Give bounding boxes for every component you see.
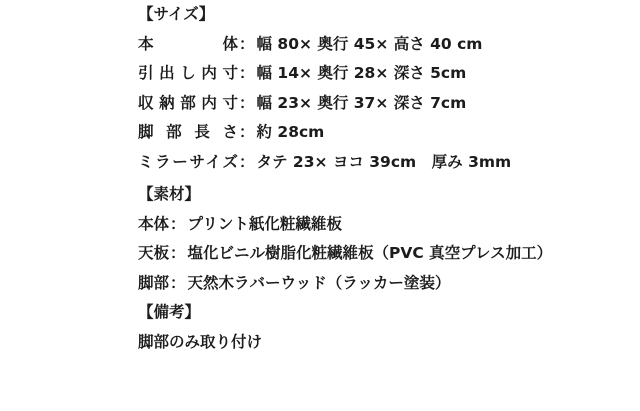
row-colon: ： <box>170 214 186 233</box>
spec-row-leg-length <box>138 118 620 148</box>
row-colon: ： <box>239 152 255 171</box>
row-label: 本体 <box>138 34 238 53</box>
row-label: 引出し内寸 <box>138 64 238 82</box>
row-value: 幅 14× 奥行 28× 深さ 5cm <box>256 64 467 82</box>
row-value: 幅 80× 奥行 45× 高さ 40 cm <box>256 34 483 53</box>
row-colon: ： <box>239 34 255 53</box>
row-colon: ： <box>170 244 186 262</box>
material-section-heading: 【素材】 <box>138 185 201 203</box>
row-colon: ： <box>239 123 255 141</box>
row-colon: ： <box>239 64 255 82</box>
spec-row-body-size <box>138 30 620 60</box>
row-label: 脚部 <box>138 273 170 292</box>
row-label: 脚部長さ <box>138 123 238 141</box>
notes-section-heading: 【備考】 <box>138 303 201 321</box>
row-label: ミラーサイズ <box>138 152 238 171</box>
row-value: 天然木ラバーウッド（ラッカー塗装） <box>187 273 451 292</box>
spec-sheet <box>138 0 620 357</box>
spec-row-material-body <box>138 210 620 240</box>
row-colon: ： <box>239 93 255 112</box>
spec-row-drawer-size <box>138 59 620 89</box>
row-value: プリント紙化粧繊維板 <box>187 214 342 233</box>
notes-line: 脚部のみ取り付け <box>138 332 263 351</box>
row-value: 幅 23× 奥行 37× 深さ 7cm <box>256 93 467 112</box>
row-value: 約 28cm <box>256 123 325 141</box>
spec-row-storage-size <box>138 89 620 119</box>
spec-row-mirror-size <box>138 148 620 178</box>
row-colon: ： <box>170 273 186 292</box>
spec-row-material-top <box>138 239 620 269</box>
row-label: 収納部内寸 <box>138 93 238 112</box>
row-label: 天板 <box>138 244 170 262</box>
row-label: 本体 <box>138 214 170 233</box>
spec-row-material-legs <box>138 269 620 299</box>
row-value: タテ 23× ヨコ 39cm 厚み 3mm <box>256 152 512 171</box>
size-section-heading: 【サイズ】 <box>138 5 215 23</box>
row-value: 塩化ビニル樹脂化粧繊維板（PVC 真空プレス加工） <box>187 244 553 262</box>
